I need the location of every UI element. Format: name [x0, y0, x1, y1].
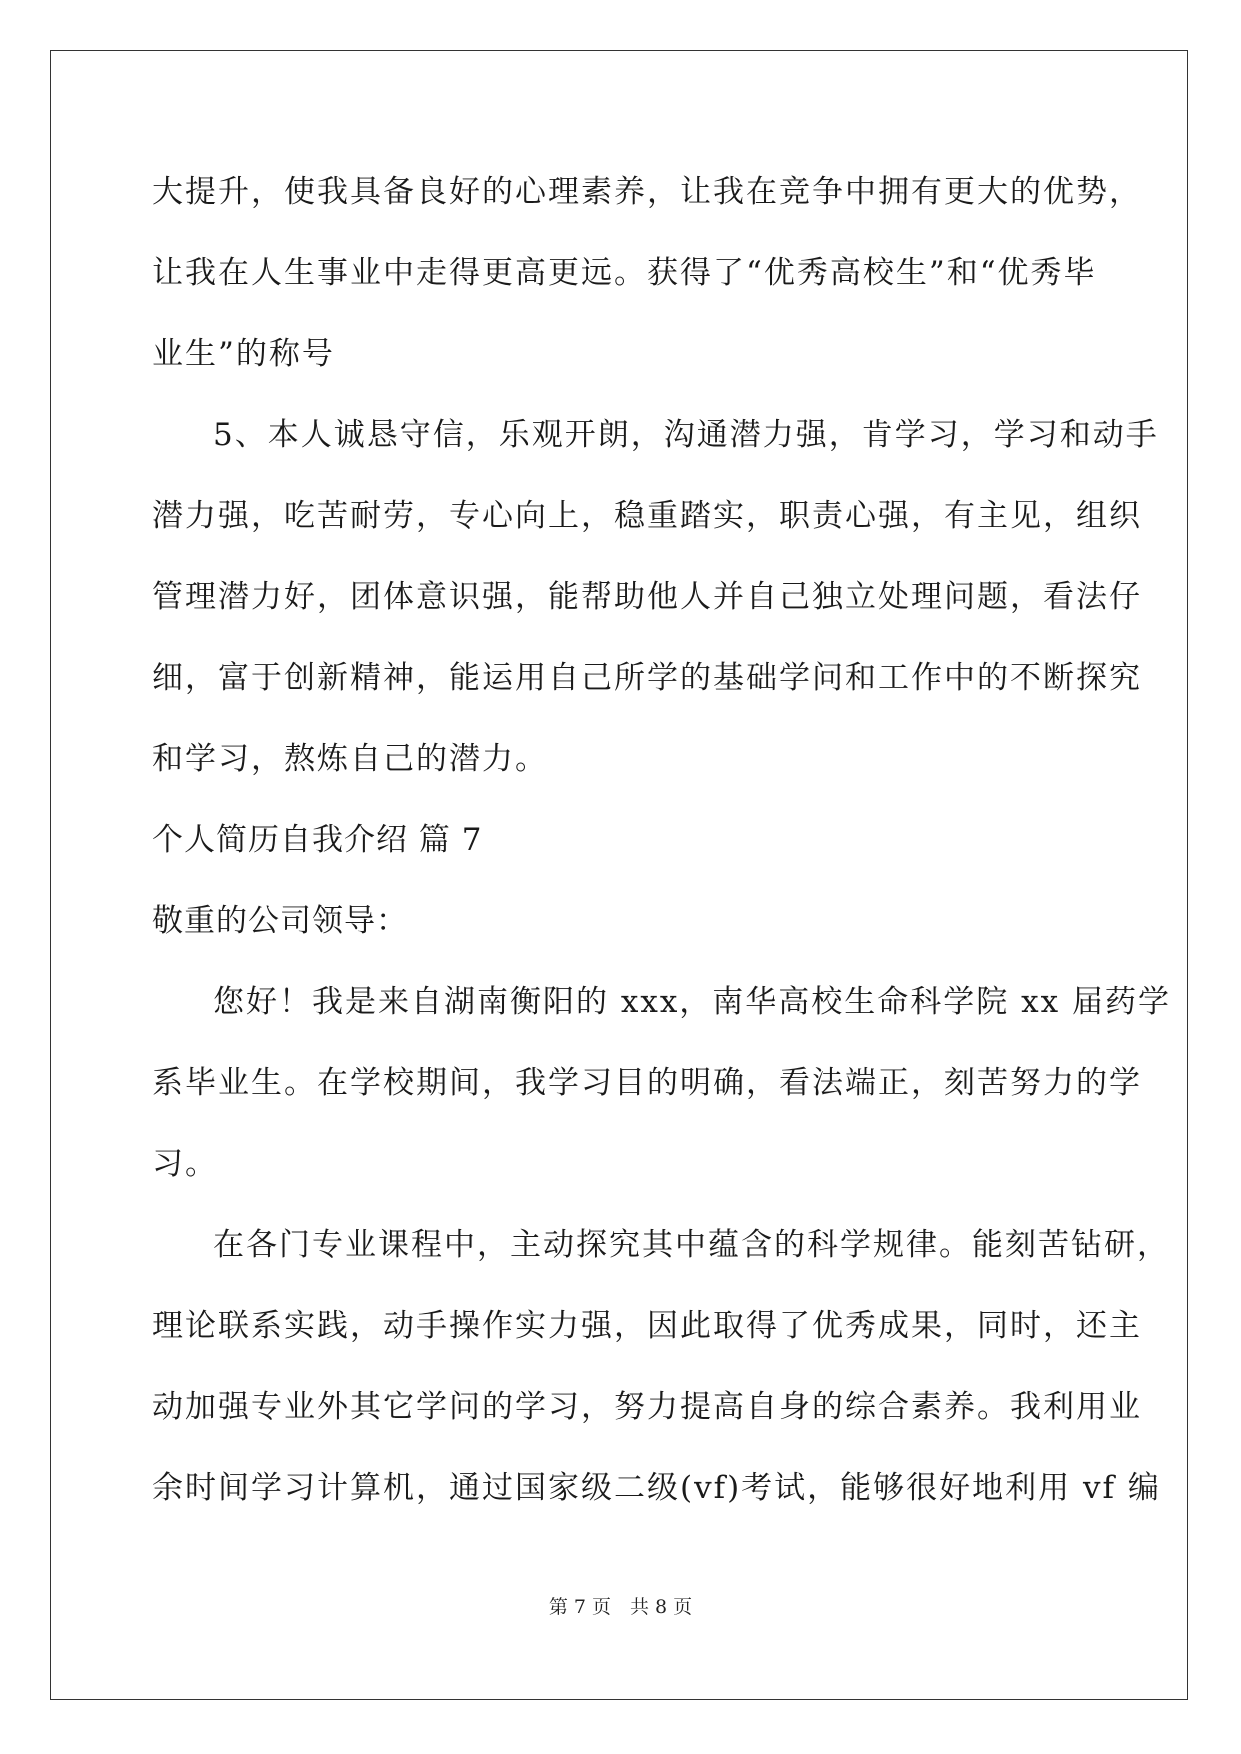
- salutation: 敬重的公司领导：: [152, 903, 408, 939]
- paragraph-first-line: 5、本人诚恳守信，乐观开朗，沟通潜力强，肯学习，学习和动手: [213, 417, 1159, 453]
- text-line: 大提升，使我具备良好的心理素养，让我在竞争中拥有更大的优势，: [152, 174, 1142, 210]
- text-line: 潜力强，吃苦耐劳，专心向上，稳重踏实，职责心强，有主见，组织: [152, 498, 1142, 534]
- text-line: 和学习，熬炼自己的潜力。: [152, 741, 548, 777]
- text-line: 动加强专业外其它学问的学习，努力提高自身的综合素养。我利用业: [152, 1389, 1142, 1425]
- text-line: 余时间学习计算机，通过国家级二级(vf)考试，能够很好地利用 vf 编: [152, 1470, 1161, 1506]
- page-number: 第 7 页 共 8 页: [548, 1596, 693, 1618]
- paragraph-first-line: 您好！我是来自湖南衡阳的 xxx，南华高校生命科学院 xx 届药学: [213, 984, 1171, 1020]
- text-line: 系毕业生。在学校期间，我学习目的明确，看法端正，刻苦努力的学: [152, 1065, 1142, 1101]
- text-line: 习。: [152, 1146, 218, 1182]
- text-line: 细，富于创新精神，能运用自己所学的基础学问和工作中的不断探究: [152, 660, 1142, 696]
- section-heading: 个人简历自我介绍 篇 7: [152, 822, 483, 858]
- text-line: 业生”的称号: [152, 336, 335, 372]
- paragraph-first-line: 在各门专业课程中，主动探究其中蕴含的科学规律。能刻苦钻研，: [213, 1227, 1170, 1263]
- text-line: 管理潜力好，团体意识强，能帮助他人并自己独立处理问题，看法仔: [152, 579, 1142, 615]
- page-frame: [50, 50, 1188, 1700]
- text-line: 理论联系实践，动手操作实力强，因此取得了优秀成果，同时，还主: [152, 1308, 1142, 1344]
- text-line: 让我在人生事业中走得更高更远。获得了“优秀高校生”和“优秀毕: [152, 255, 1097, 291]
